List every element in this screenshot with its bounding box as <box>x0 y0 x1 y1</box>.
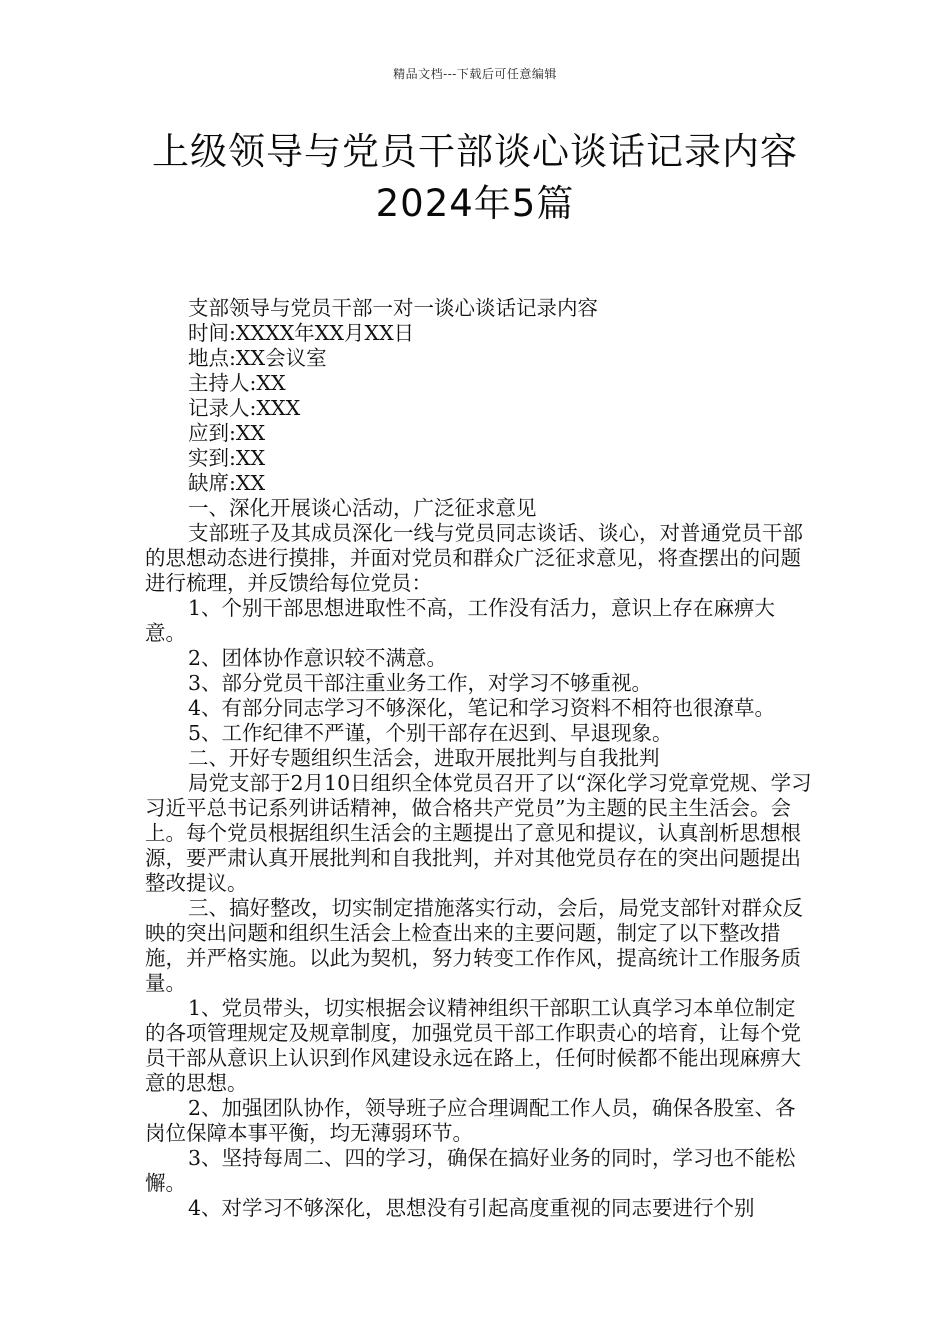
paragraph: 应到:XX <box>188 421 266 445</box>
section-heading: 三、搞好整改，切实制定措施落实行动，会后，局党支部针对群众反映的突出问题和组织生活会上检查出来的主要问题，制定了以下整改措施，并严格实施。以此为契机，努力转变工作作风，提高统计工作服务质量。 <box>145 896 803 995</box>
list-item: 1、党员带头，切实根据会议精神组织干部职工认真学习本单位制定的各项管理规定及规章制度，加强党员干部工作职责心的培育，让每个党员干部从意识上认识到作风建设永远在路上，任何时候都不能出现麻痹大意的思想。 <box>145 996 801 1095</box>
paragraph: 时间:XXXX年XX月XX日 <box>188 321 415 345</box>
section-heading: 二、开好专题组织生活会，进取开展批判与自我批判 <box>188 746 660 770</box>
paragraph: 记录人:XXX <box>188 396 301 420</box>
list-item: 5、工作纪律不严谨，个别干部存在迟到、早退现象。 <box>188 721 673 745</box>
list-item: 4、对学习不够深化，思想没有引起高度重视的同志要进行个别 <box>188 1196 755 1220</box>
paragraph: 支部领导与党员干部一对一谈心谈话记录内容 <box>188 296 598 320</box>
list-item: 3、坚持每周二、四的学习，确保在搞好业务的同时，学习也不能松懈。 <box>145 1146 796 1195</box>
document-title <box>60 126 890 230</box>
paragraph: 缺席:XX <box>188 471 266 495</box>
list-item: 4、有部分同志学习不够深化，笔记和学习资料不相符也很潦草。 <box>188 696 776 720</box>
paragraph: 支部班子及其成员深化一线与党员同志谈话、谈心，对普通党员干部的思想动态进行摸排，并面对党员和群众广泛征求意见，将查摆出的问题进行梳理，并反馈给每位党员： <box>145 521 803 595</box>
title-line-1: 上级领导与党员干部谈心谈话记录内容 <box>152 130 798 173</box>
list-item: 2、团体协作意识较不满意。 <box>188 646 448 670</box>
paragraph: 地点:XX会议室 <box>188 346 327 370</box>
section-heading: 一、深化开展谈心活动，广泛征求意见 <box>188 496 537 520</box>
list-item: 1、个别干部思想进取性不高，工作没有活力，意识上存在麻痹大意。 <box>145 596 776 645</box>
paragraph: 局党支部于2月10日组织全体党员召开了以“深化学习党章党规、学习习近平总书记系列讲话精神，做合格共产党员”为主题的民主生活会。会上。每个党员根据组织生活会的主题提出了意见和提议，认真剖析思想根源，要严肃认真开展批判和自我批判，并对其他党员存在的突出问题提出整改提议。 <box>145 771 812 895</box>
header-note: 精品文档---下载后可任意编辑 <box>393 67 557 81</box>
list-item: 2、加强团队协作，领导班子应合理调配工作人员，确保各股室、各岗位保障本事平衡，均无薄弱环节。 <box>145 1096 796 1145</box>
paragraph: 主持人:XX <box>188 371 286 395</box>
paragraph: 实到:XX <box>188 446 266 470</box>
document-body <box>145 296 813 1221</box>
title-line-2: 2024年5篇 <box>375 182 575 225</box>
list-item: 3、部分党员干部注重业务工作，对学习不够重视。 <box>188 671 653 695</box>
